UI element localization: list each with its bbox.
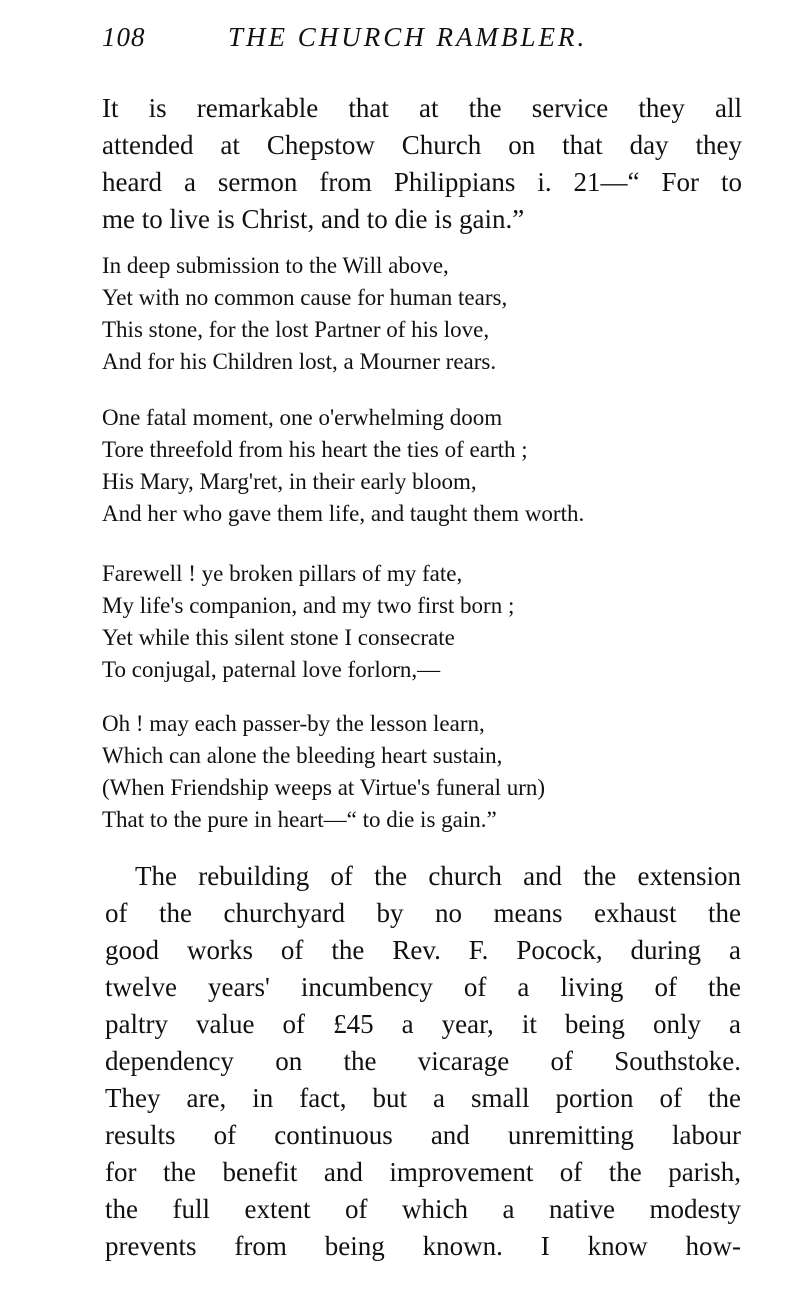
paragraph-line: the full extent of which a native modesty [105,1194,741,1224]
verse-line: Which can alone the bleeding heart sustain, [102,743,503,768]
verse-line: His Mary, Marg'ret, in their early bloom, [102,469,477,494]
paragraph-line: results of continuous and unremitting labour [105,1120,741,1150]
epitaph-stanza-4 [102,708,742,836]
paragraph-line: They are, in fact, but a small portion of the [105,1083,741,1113]
paragraph-line: good works of the Rev. F. Pocock, during a [105,935,741,965]
closing-paragraph [105,858,741,1265]
paragraph-line: me to live is Christ, and to die is gain.” [102,204,525,234]
paragraph-line: dependency on the vicarage of Southstoke. [105,1046,741,1076]
verse-line: Farewell ! ye broken pillars of my fate, [102,561,463,586]
paragraph-line: heard a sermon from Philippians i. 21—“ For to [102,167,742,197]
verse-line: That to the pure in heart—“ to die is gain.” [102,807,497,832]
verse-line: This stone, for the lost Partner of his love, [102,317,490,342]
verse-line: And her who gave them life, and taught them worth. [102,501,585,526]
paragraph-line: It is remarkable that at the service they all [102,93,742,123]
epitaph-stanza-2 [102,402,742,530]
epitaph-stanza-1 [102,250,742,378]
opening-paragraph [102,90,742,238]
paragraph-line: prevents from being known. I know how- [105,1231,741,1261]
verse-line: In deep submission to the Will above, [102,253,449,278]
epitaph-stanza-3 [102,558,742,686]
verse-line: And for his Children lost, a Mourner rears. [102,349,497,374]
paragraph-line: paltry value of £45 a year, it being only a [105,1009,741,1039]
verse-line: (When Friendship weeps at Virtue's funeral urn) [102,775,546,800]
verse-line: Yet while this silent stone I consecrate [102,625,455,650]
page-number: 108 [102,22,146,52]
running-header [102,22,742,58]
paragraph-line: The rebuilding of the church and the extension [135,861,741,891]
verse-line: Oh ! may each passer-by the lesson learn, [102,711,485,736]
verse-line: Tore threefold from his heart the ties of earth ; [102,437,528,462]
paragraph-line: twelve years' incumbency of a living of the [105,972,741,1002]
verse-line: Yet with no common cause for human tears, [102,285,508,310]
verse-line: To conjugal, paternal love forlorn,— [102,657,441,682]
verse-line: One fatal moment, one o'erwhelming doom [102,405,503,430]
running-title: THE CHURCH RAMBLER. [228,22,588,52]
verse-line: My life's companion, and my two first born ; [102,593,515,618]
paragraph-line: attended at Chepstow Church on that day they [102,130,742,160]
paragraph-line: for the benefit and improvement of the parish, [105,1157,741,1187]
paragraph-line: of the churchyard by no means exhaust the [105,898,741,928]
